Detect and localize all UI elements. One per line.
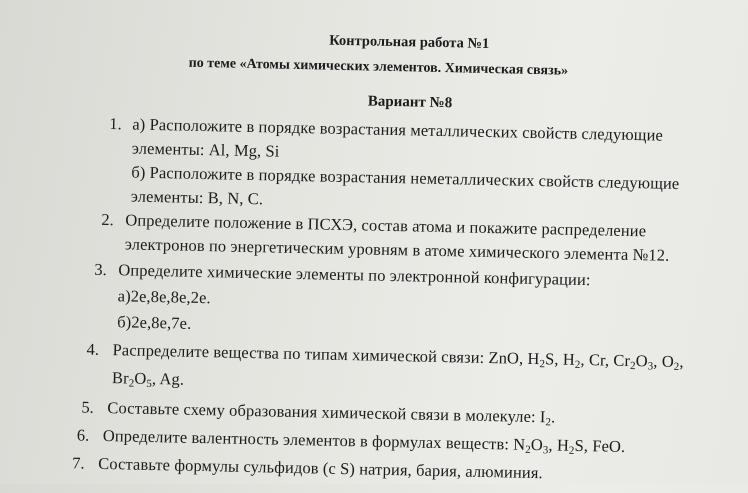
task-number: 5. [81,397,94,417]
paper-topic: по теме «Атомы химических элементов. Химическая связь» [188,55,569,79]
task-line [107,398,555,427]
task-line: Определите положение в ПСХЭ, состав атома и покажите распределение [125,210,647,241]
task-line: электронов по энергетическим уровням в атоме химического элемента №12. [124,234,670,265]
task-number: 1. [109,114,122,134]
task-line: элементы: Al, Mg, Si [131,138,280,161]
variant-label: Вариант №8 [367,93,453,112]
task-number: 7. [72,453,85,473]
task-number: 6. [76,425,90,445]
formula-rich-text: $Br_2O_5$, Ag. [111,368,185,390]
task-line: а) Расположите в порядке возрастания металлических свойств следующие [132,114,664,145]
task-number: 3. [94,259,107,280]
task-line: элементы: B, N, C. [130,186,264,209]
task-number: 2. [101,209,114,230]
formula-rich-text: Распределите вещества по типам химической связи: ZnO, $H_2S$, $H_2$, Cr, $Cr_2O_3$, $O_2$, [112,340,684,374]
task-line: а)2e,8e,8e,2e. [117,286,211,308]
formula-rich-text: Составьте схему образования химической связи в молекуле: $I_2$. [107,398,556,429]
paper-title: Контрольная работа №1 [328,32,490,52]
task-line: Определите химические элементы по электронной конфигурации: [118,260,591,290]
task-line: б)2e,8e,7e. [117,312,192,333]
task-number: 4. [86,339,100,359]
task-line [103,426,626,457]
task-line [112,368,184,390]
task-line: Составьте формулы сульфидов (с S) натрия, бария, алюминия. [98,453,543,483]
task-line: б) Расположите в порядке возрастания неметаллических свойств следующие [131,162,680,193]
task-line [112,340,683,372]
formula-rich-text: Определите валентность элементов в формулах веществ: $N_2O_3$, $H_2S$, FeO. [102,425,626,457]
